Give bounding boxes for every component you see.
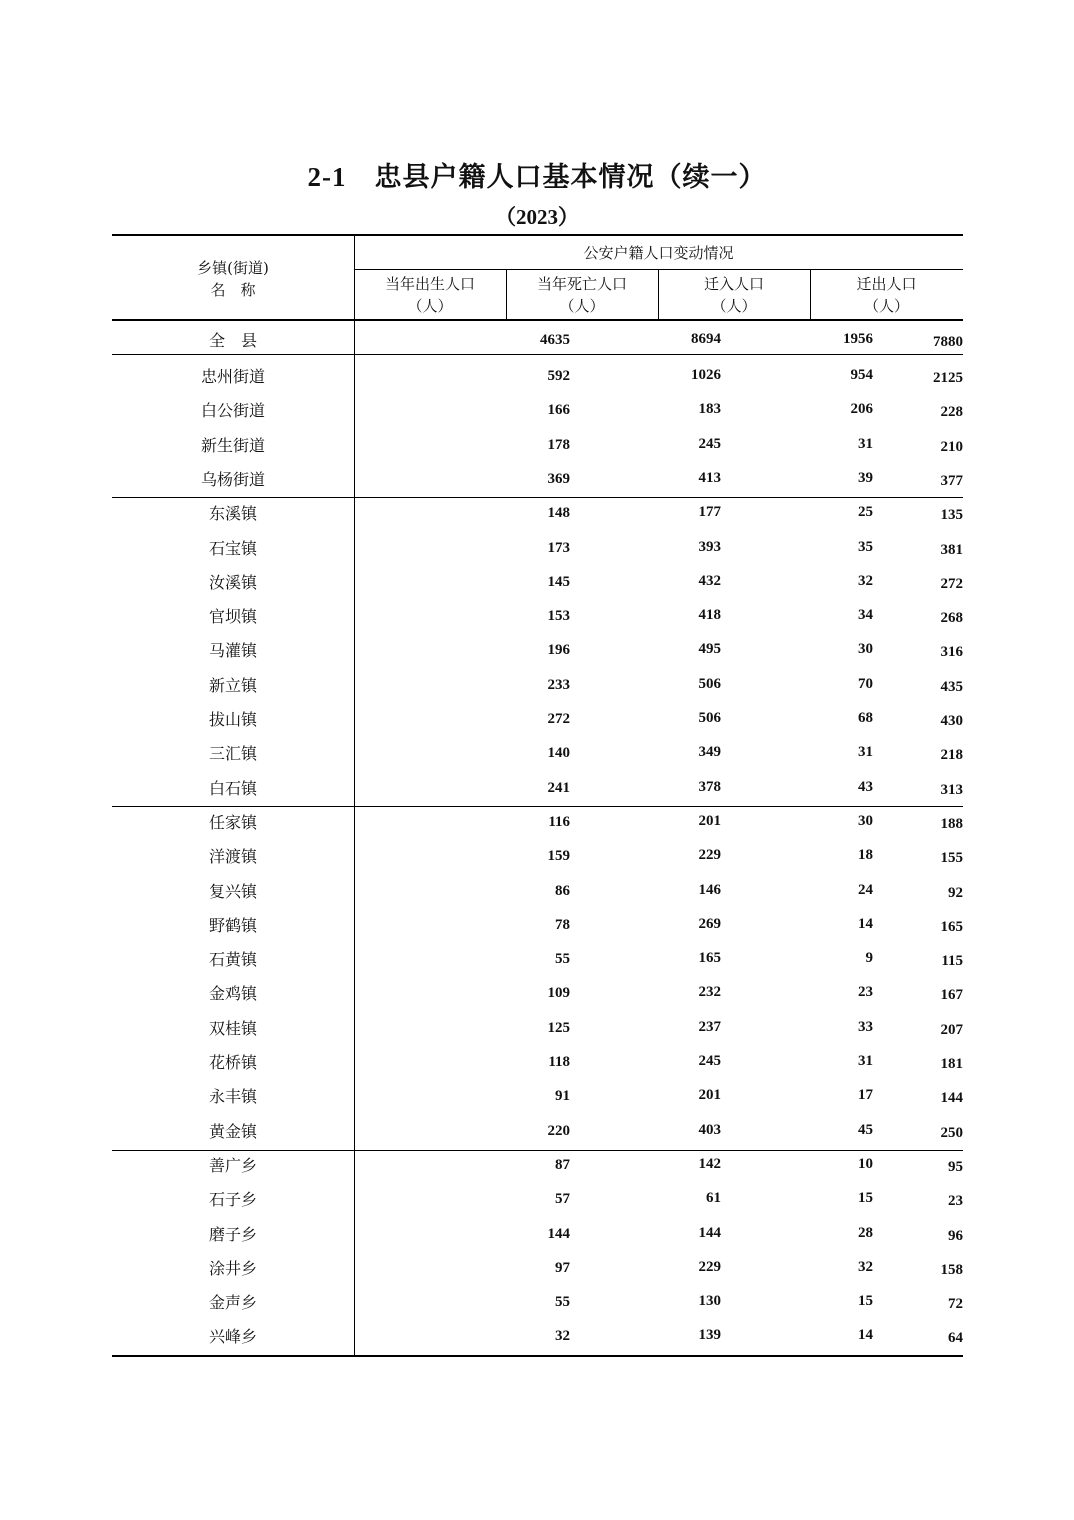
births-value: 57 (555, 1191, 570, 1208)
col-header-unit: （人） (863, 297, 909, 315)
moved-out-value: 377 (940, 472, 963, 489)
moved-in-value: 34 (858, 607, 873, 624)
col-header-label: 当年死亡人口 (536, 275, 627, 293)
births-value: 87 (555, 1156, 570, 1173)
table-row (112, 1147, 963, 1181)
moved-in-value: 206 (850, 401, 873, 418)
total-row (112, 322, 963, 356)
township-name: 汝溪镇 (208, 572, 257, 592)
table-row (112, 358, 963, 392)
table-row (112, 907, 963, 941)
township-name: 金鸡镇 (208, 984, 257, 1004)
moved-out-value: 23 (948, 1193, 963, 1210)
births-value: 233 (547, 676, 570, 693)
township-name: 全 县 (208, 331, 257, 350)
township-name: 洋渡镇 (208, 847, 257, 867)
deaths-value: 232 (698, 984, 721, 1001)
township-name: 双桂镇 (208, 1018, 257, 1038)
moved-out-value: 144 (940, 1090, 963, 1107)
deaths-value: 237 (698, 1018, 721, 1035)
deaths-value: 269 (698, 915, 721, 932)
name-column-header (112, 257, 354, 301)
township-name: 新生街道 (200, 435, 265, 455)
township-name: 白石镇 (208, 778, 257, 798)
moved-out-value: 115 (941, 953, 963, 970)
moved-out-value: 2125 (933, 370, 963, 386)
table-row (112, 667, 963, 701)
moved-out-value: 135 (940, 507, 963, 524)
table-row (112, 1181, 963, 1215)
births-value: 125 (547, 1019, 570, 1036)
deaths-value: 165 (698, 950, 721, 967)
births-value: 4635 (540, 332, 570, 348)
deaths-value: 418 (698, 607, 721, 624)
moved-out-value: 92 (948, 884, 963, 901)
births-value: 91 (555, 1088, 570, 1105)
births-value: 178 (547, 436, 570, 453)
births-value: 220 (547, 1122, 570, 1139)
moved-in-value: 68 (858, 710, 873, 726)
deaths-value: 495 (698, 641, 721, 658)
township-name: 石黄镇 (208, 950, 257, 970)
births-value: 159 (547, 848, 570, 865)
moved-in-value: 25 (858, 504, 873, 521)
group-header: 公安户籍人口变动情况 (583, 244, 734, 262)
moved-in-value: 954 (850, 367, 873, 383)
moved-out-value: 228 (940, 404, 963, 421)
moved-in-value: 15 (858, 1190, 873, 1207)
deaths-value: 177 (698, 504, 721, 521)
moved-in-value: 39 (858, 469, 873, 486)
moved-out-value: 250 (940, 1124, 963, 1141)
deaths-value: 61 (706, 1190, 721, 1207)
table-title (0, 155, 1074, 194)
births-value: 592 (547, 368, 570, 384)
township-name: 兴峰乡 (208, 1327, 257, 1347)
deaths-value: 201 (698, 1087, 721, 1104)
table-row (112, 495, 963, 529)
township-name: 马灌镇 (208, 641, 257, 661)
deaths-value: 183 (698, 401, 721, 418)
township-name: 磨子乡 (208, 1224, 257, 1244)
births-value: 272 (547, 711, 570, 727)
table-row (112, 1284, 963, 1318)
table-title-text: 忠县户籍人口基本情况（续一） (374, 162, 767, 193)
births-value: 55 (555, 951, 570, 968)
township-name: 官坝镇 (208, 607, 257, 627)
births-value: 97 (555, 1259, 570, 1276)
births-value: 109 (547, 985, 570, 1002)
moved-in-value: 28 (858, 1224, 873, 1241)
moved-out-value: 167 (940, 987, 963, 1004)
moved-out-value: 316 (940, 644, 963, 661)
bottom-rule (112, 1355, 963, 1357)
moved-in-value: 30 (858, 641, 873, 658)
township-name: 永丰镇 (208, 1087, 257, 1107)
township-name: 石子乡 (208, 1190, 257, 1210)
moved-out-value: 188 (940, 815, 963, 832)
deaths-value: 349 (698, 744, 721, 761)
deaths-value: 1026 (691, 367, 721, 383)
table-row (112, 873, 963, 907)
deaths-value: 146 (698, 881, 721, 898)
table-row (112, 701, 963, 735)
deaths-value: 229 (698, 847, 721, 864)
births-value: 78 (555, 916, 570, 933)
top-rule (112, 234, 963, 236)
moved-in-value: 15 (858, 1293, 873, 1310)
col-header-births (354, 273, 506, 317)
table-row (112, 598, 963, 632)
table-number: 2-1 (307, 162, 347, 192)
township-name: 黄金镇 (208, 1121, 257, 1141)
moved-out-value: 7880 (933, 334, 963, 350)
table-row (112, 564, 963, 598)
moved-in-value: 31 (858, 1053, 873, 1069)
table-row (112, 941, 963, 975)
col-header-unit: （人） (407, 297, 453, 315)
moved-in-value: 31 (858, 744, 873, 761)
moved-in-value: 23 (858, 984, 873, 1001)
moved-in-value: 45 (858, 1121, 873, 1138)
moved-in-value: 35 (858, 538, 873, 555)
moved-in-value: 32 (858, 572, 873, 589)
deaths-value: 144 (698, 1224, 721, 1241)
table-row (112, 392, 963, 426)
table-row (112, 770, 963, 804)
deaths-value: 506 (698, 675, 721, 692)
township-name: 复兴镇 (208, 881, 257, 901)
deaths-value: 229 (698, 1258, 721, 1275)
name-header-line2: 名 称 (210, 281, 256, 299)
moved-out-value: 381 (940, 541, 963, 558)
township-name: 乌杨街道 (200, 469, 265, 489)
deaths-value: 201 (698, 812, 721, 829)
deaths-value: 378 (698, 778, 721, 795)
moved-out-value: 210 (940, 438, 963, 455)
township-name: 石宝镇 (208, 538, 257, 558)
births-value: 86 (555, 882, 570, 899)
table-row (112, 1078, 963, 1112)
births-value: 153 (547, 608, 570, 625)
births-value: 140 (547, 745, 570, 762)
township-name: 涂井乡 (208, 1258, 257, 1278)
col-header-moved-out (810, 273, 963, 317)
deaths-value: 245 (698, 1053, 721, 1069)
col-header-unit: （人） (559, 297, 605, 315)
deaths-value: 8694 (691, 331, 721, 347)
township-name: 善广乡 (208, 1155, 257, 1175)
moved-out-value: 207 (940, 1021, 963, 1038)
births-value: 144 (547, 1225, 570, 1242)
moved-out-value: 435 (940, 678, 963, 695)
moved-out-value: 272 (940, 575, 963, 592)
moved-in-value: 18 (858, 847, 873, 864)
moved-out-value: 181 (940, 1056, 963, 1072)
births-value: 55 (555, 1294, 570, 1311)
table-row (112, 1250, 963, 1284)
moved-in-value: 70 (858, 675, 873, 692)
township-name: 三汇镇 (208, 744, 257, 764)
births-value: 145 (547, 573, 570, 590)
deaths-value: 432 (698, 572, 721, 589)
table-row (112, 735, 963, 769)
township-name: 金声乡 (208, 1293, 257, 1313)
table-row (112, 461, 963, 495)
births-value: 116 (548, 813, 570, 830)
births-value: 241 (547, 779, 570, 796)
moved-in-value: 30 (858, 812, 873, 829)
township-name: 白公街道 (200, 401, 265, 421)
moved-in-value: 33 (858, 1018, 873, 1035)
township-name: 任家镇 (208, 812, 257, 832)
table-row (112, 1318, 963, 1352)
col-header-label: 当年出生人口 (384, 275, 475, 293)
moved-out-value: 72 (948, 1296, 963, 1313)
moved-in-value: 9 (865, 950, 873, 967)
col-header-unit: （人） (711, 297, 757, 315)
moved-out-value: 155 (940, 850, 963, 867)
moved-out-value: 430 (940, 713, 963, 729)
deaths-value: 403 (698, 1121, 721, 1138)
header-bottom-rule (112, 319, 963, 321)
moved-out-value: 165 (940, 918, 963, 935)
moved-out-value: 95 (948, 1158, 963, 1175)
deaths-value: 506 (698, 710, 721, 726)
table-row (112, 1010, 963, 1044)
table-row (112, 1113, 963, 1147)
births-value: 32 (555, 1328, 570, 1345)
births-value: 118 (548, 1054, 570, 1070)
moved-in-value: 10 (858, 1155, 873, 1172)
col-header-moved-in (658, 273, 810, 317)
births-value: 196 (547, 642, 570, 659)
table-row (112, 1216, 963, 1250)
township-name: 花桥镇 (208, 1053, 257, 1072)
table-row (112, 975, 963, 1009)
moved-in-value: 1956 (843, 331, 873, 347)
deaths-value: 413 (698, 469, 721, 486)
moved-out-value: 218 (940, 747, 963, 764)
table-row (112, 804, 963, 838)
births-value: 148 (547, 505, 570, 522)
table-row (112, 838, 963, 872)
moved-in-value: 17 (858, 1087, 873, 1104)
moved-in-value: 43 (858, 778, 873, 795)
table-row (112, 530, 963, 564)
moved-in-value: 14 (858, 915, 873, 932)
deaths-value: 142 (698, 1155, 721, 1172)
table-row (112, 427, 963, 461)
moved-in-value: 31 (858, 435, 873, 452)
table-year: （2023） (495, 205, 579, 229)
table-row (112, 632, 963, 666)
moved-out-value: 64 (948, 1330, 963, 1347)
births-value: 166 (547, 402, 570, 419)
deaths-value: 245 (698, 435, 721, 452)
deaths-value: 393 (698, 538, 721, 555)
moved-out-value: 268 (940, 610, 963, 627)
table-row (112, 1044, 963, 1078)
moved-out-value: 96 (948, 1227, 963, 1244)
moved-in-value: 32 (858, 1258, 873, 1275)
deaths-value: 130 (698, 1293, 721, 1310)
township-name: 野鹤镇 (208, 915, 257, 935)
township-name: 拔山镇 (208, 710, 257, 729)
moved-out-value: 158 (940, 1261, 963, 1278)
births-value: 173 (547, 539, 570, 556)
township-name: 东溪镇 (208, 504, 257, 524)
col-header-label: 迁入人口 (703, 275, 764, 293)
moved-out-value: 313 (940, 781, 963, 798)
col-header-deaths (506, 273, 658, 317)
moved-in-value: 24 (858, 881, 873, 898)
moved-in-value: 14 (858, 1327, 873, 1344)
deaths-value: 139 (698, 1327, 721, 1344)
name-header-line1: 乡镇(街道) (197, 259, 269, 277)
township-name: 新立镇 (208, 675, 257, 695)
col-header-label: 迁出人口 (856, 275, 917, 293)
births-value: 369 (547, 470, 570, 487)
township-name: 忠州街道 (200, 367, 265, 386)
